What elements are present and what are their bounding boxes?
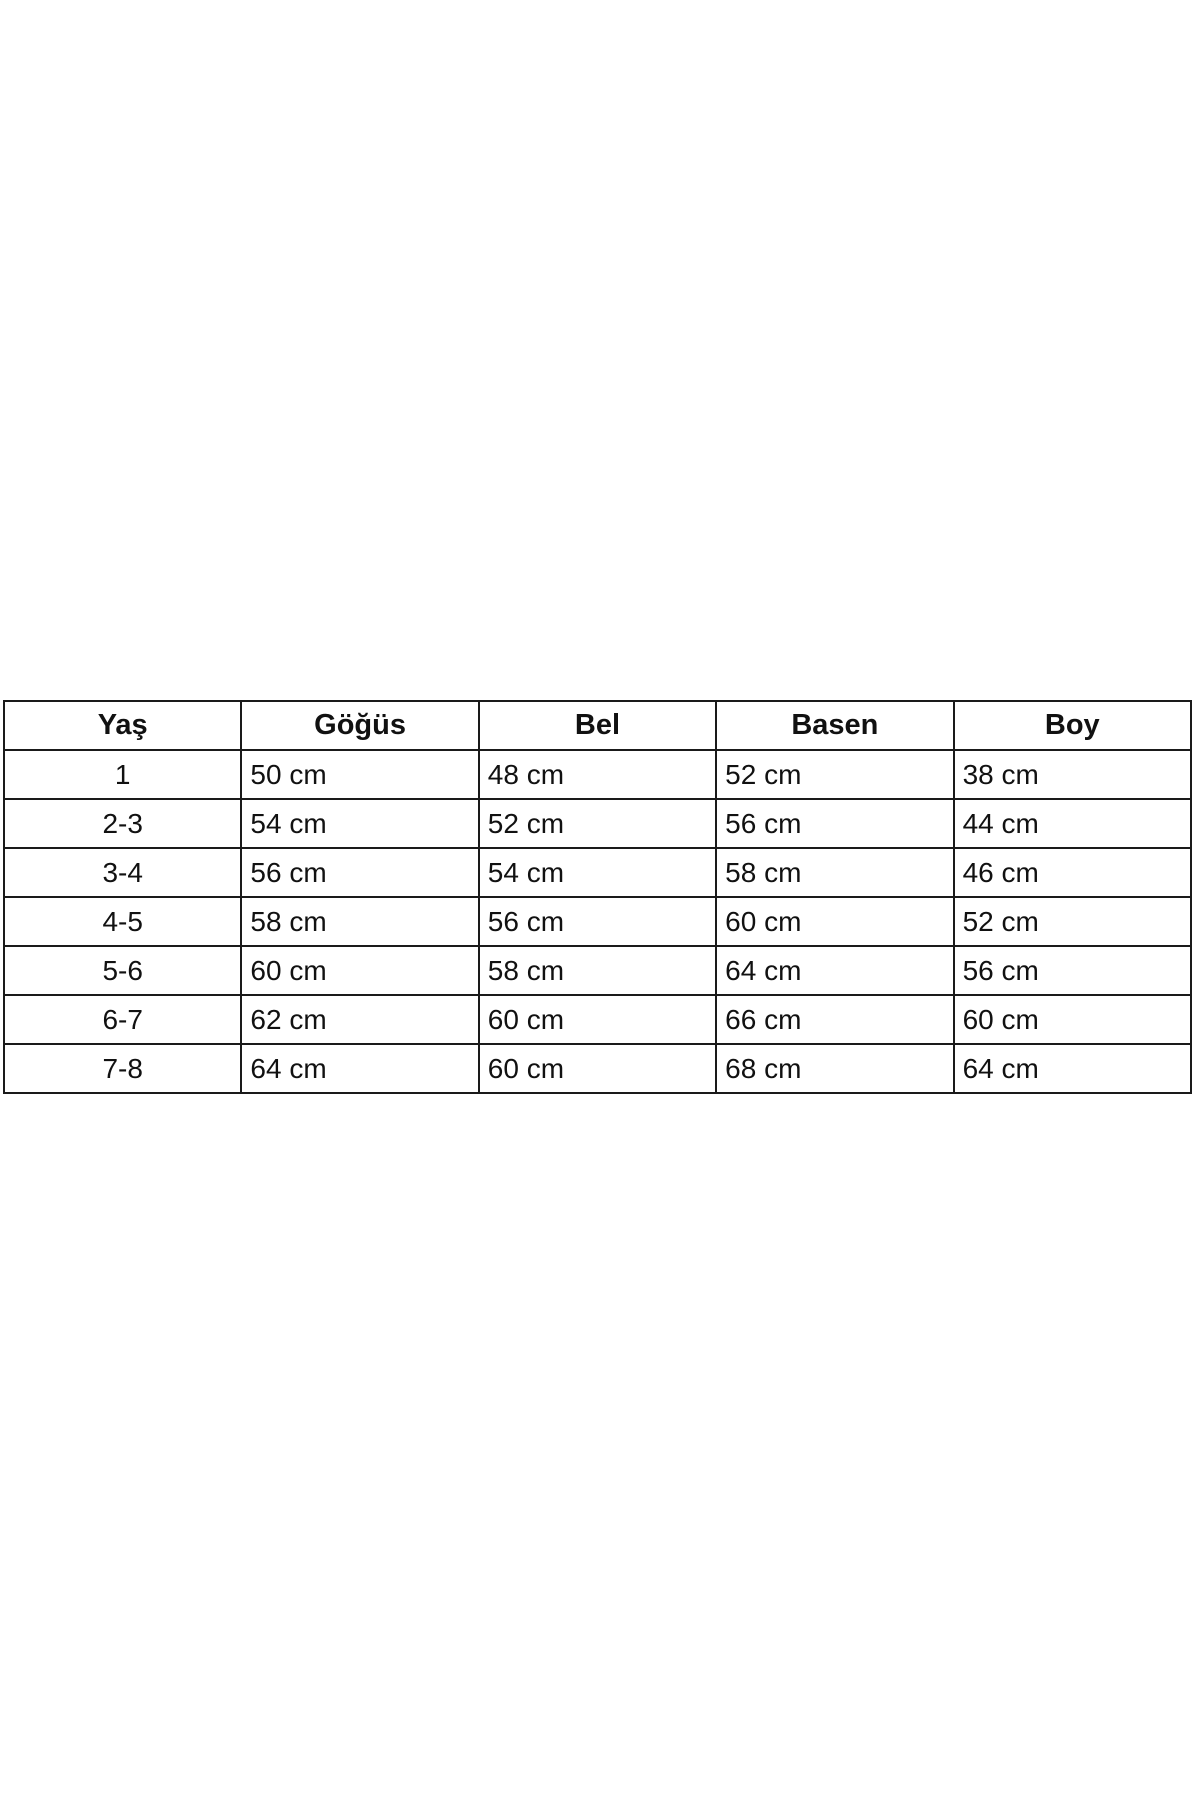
waist-cell: 54 cm — [479, 848, 716, 897]
age-cell: 6-7 — [4, 995, 241, 1044]
table-header-row — [4, 701, 1191, 750]
length-cell: 44 cm — [954, 799, 1191, 848]
waist-cell: 48 cm — [479, 750, 716, 799]
waist-cell: 56 cm — [479, 897, 716, 946]
table-row — [4, 799, 1191, 848]
table-row — [4, 897, 1191, 946]
length-cell: 64 cm — [954, 1044, 1191, 1093]
size-chart-table — [3, 700, 1192, 1094]
age-cell: 2-3 — [4, 799, 241, 848]
chest-cell: 62 cm — [241, 995, 478, 1044]
waist-cell: 58 cm — [479, 946, 716, 995]
table-row — [4, 995, 1191, 1044]
age-cell: 1 — [4, 750, 241, 799]
age-cell: 5-6 — [4, 946, 241, 995]
chest-cell: 50 cm — [241, 750, 478, 799]
header-hip: Basen — [716, 701, 953, 750]
hip-cell: 66 cm — [716, 995, 953, 1044]
length-cell: 56 cm — [954, 946, 1191, 995]
length-cell: 46 cm — [954, 848, 1191, 897]
waist-cell: 52 cm — [479, 799, 716, 848]
chest-cell: 56 cm — [241, 848, 478, 897]
waist-cell: 60 cm — [479, 1044, 716, 1093]
table-row — [4, 848, 1191, 897]
table-row — [4, 750, 1191, 799]
chest-cell: 64 cm — [241, 1044, 478, 1093]
length-cell: 52 cm — [954, 897, 1191, 946]
chest-cell: 54 cm — [241, 799, 478, 848]
age-cell: 4-5 — [4, 897, 241, 946]
hip-cell: 60 cm — [716, 897, 953, 946]
chest-cell: 60 cm — [241, 946, 478, 995]
header-length: Boy — [954, 701, 1191, 750]
table-row — [4, 946, 1191, 995]
table-row — [4, 1044, 1191, 1093]
header-chest: Göğüs — [241, 701, 478, 750]
header-age: Yaş — [4, 701, 241, 750]
hip-cell: 56 cm — [716, 799, 953, 848]
length-cell: 60 cm — [954, 995, 1191, 1044]
age-cell: 7-8 — [4, 1044, 241, 1093]
chest-cell: 58 cm — [241, 897, 478, 946]
header-waist: Bel — [479, 701, 716, 750]
length-cell: 38 cm — [954, 750, 1191, 799]
hip-cell: 52 cm — [716, 750, 953, 799]
age-cell: 3-4 — [4, 848, 241, 897]
hip-cell: 58 cm — [716, 848, 953, 897]
hip-cell: 68 cm — [716, 1044, 953, 1093]
hip-cell: 64 cm — [716, 946, 953, 995]
waist-cell: 60 cm — [479, 995, 716, 1044]
